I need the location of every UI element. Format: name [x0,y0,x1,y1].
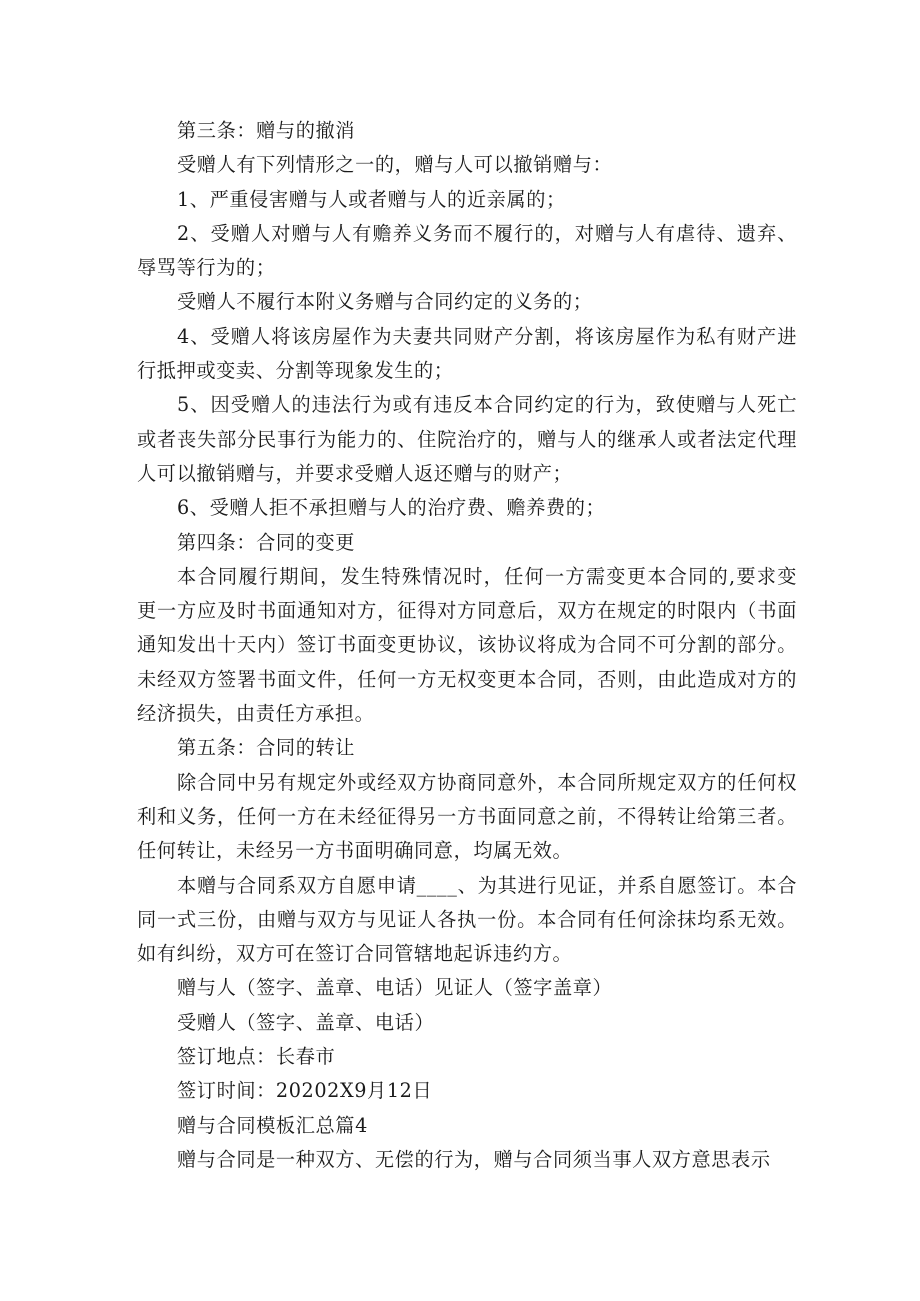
paragraph-witness-clause: 本赠与合同系双方自愿申请____、为其进行见证，并系自愿签订。本合同一式三份，由赠与双方与见证人各执一份。本合同有任何涂抹均系无效。如有纠纷，双方可在签订合同管辖地起诉违约方。 [137,873,797,966]
signature-donor-witness: 赠与人（签字、盖章、电话）见证人（签字盖章） [177,976,613,1000]
section-title-part-4: 赠与合同模板汇总篇4 [177,1113,368,1137]
signing-date: 签订时间：20202X9月12日 [177,1079,433,1103]
paragraph-gift-definition: 赠与合同是一种双方、无偿的行为，赠与合同须当事人双方意思表示 [177,1147,771,1171]
paragraph-contract-transfer: 除合同中另有规定外或经双方协商同意外，本合同所规定双方的任何权利和义务，任何一方在未经征得另一方书面同意之前，不得转让给第三者。任何转让，未经另一方书面明确同意，均属无效。 [137,770,797,863]
document-body [137,114,797,1177]
paragraph-revocation-intro: 受赠人有下列情形之一的，赠与人可以撤销赠与： [177,153,613,177]
list-item-1: 1、严重侵害赠与人或者赠与人的近亲属的； [177,187,566,211]
heading-article-4: 第四条：合同的变更 [177,530,356,554]
list-item-4: 4、受赠人将该房屋作为夫妻共同财产分割，将该房屋作为私有财产进行抵押或变卖、分割等现象发生的； [137,324,797,383]
list-item-6: 6、受赠人拒不承担赠与人的治疗费、赡养费的； [177,496,606,520]
signing-location: 签订地点：长春市 [177,1045,336,1069]
paragraph-contract-change: 本合同履行期间，发生特殊情况时，任何一方需变更本合同的,要求变更一方应及时书面通知对方，征得对方同意后，双方在规定的时限内（书面通知发出十天内）签订书面变更协议，该协议将成为合同不可分割的部分。未经双方签署书面文件，任何一方无权变更本合同，否则，由此造成对方的经济损失，由责任方承担。 [137,564,797,726]
list-item-3: 受赠人不履行本附义务赠与合同约定的义务的； [177,290,593,314]
heading-article-3: 第三条：赠与的撤消 [177,119,356,142]
signature-donee: 受赠人（签字、盖章、电话） [177,1010,435,1034]
list-item-5: 5、因受赠人的违法行为或有违反本合同约定的行为，致使赠与人死亡或者丧失部分民事行为能力的、住院治疗的，赠与人的继承人或者法定代理人可以撤销赠与，并要求受赠人返还赠与的财产； [137,393,797,485]
heading-article-5: 第五条：合同的转让 [177,736,356,760]
list-item-2: 2、受赠人对赠与人有赡养义务而不履行的，对赠与人有虐待、遗弃、辱骂等行为的； [137,221,797,280]
